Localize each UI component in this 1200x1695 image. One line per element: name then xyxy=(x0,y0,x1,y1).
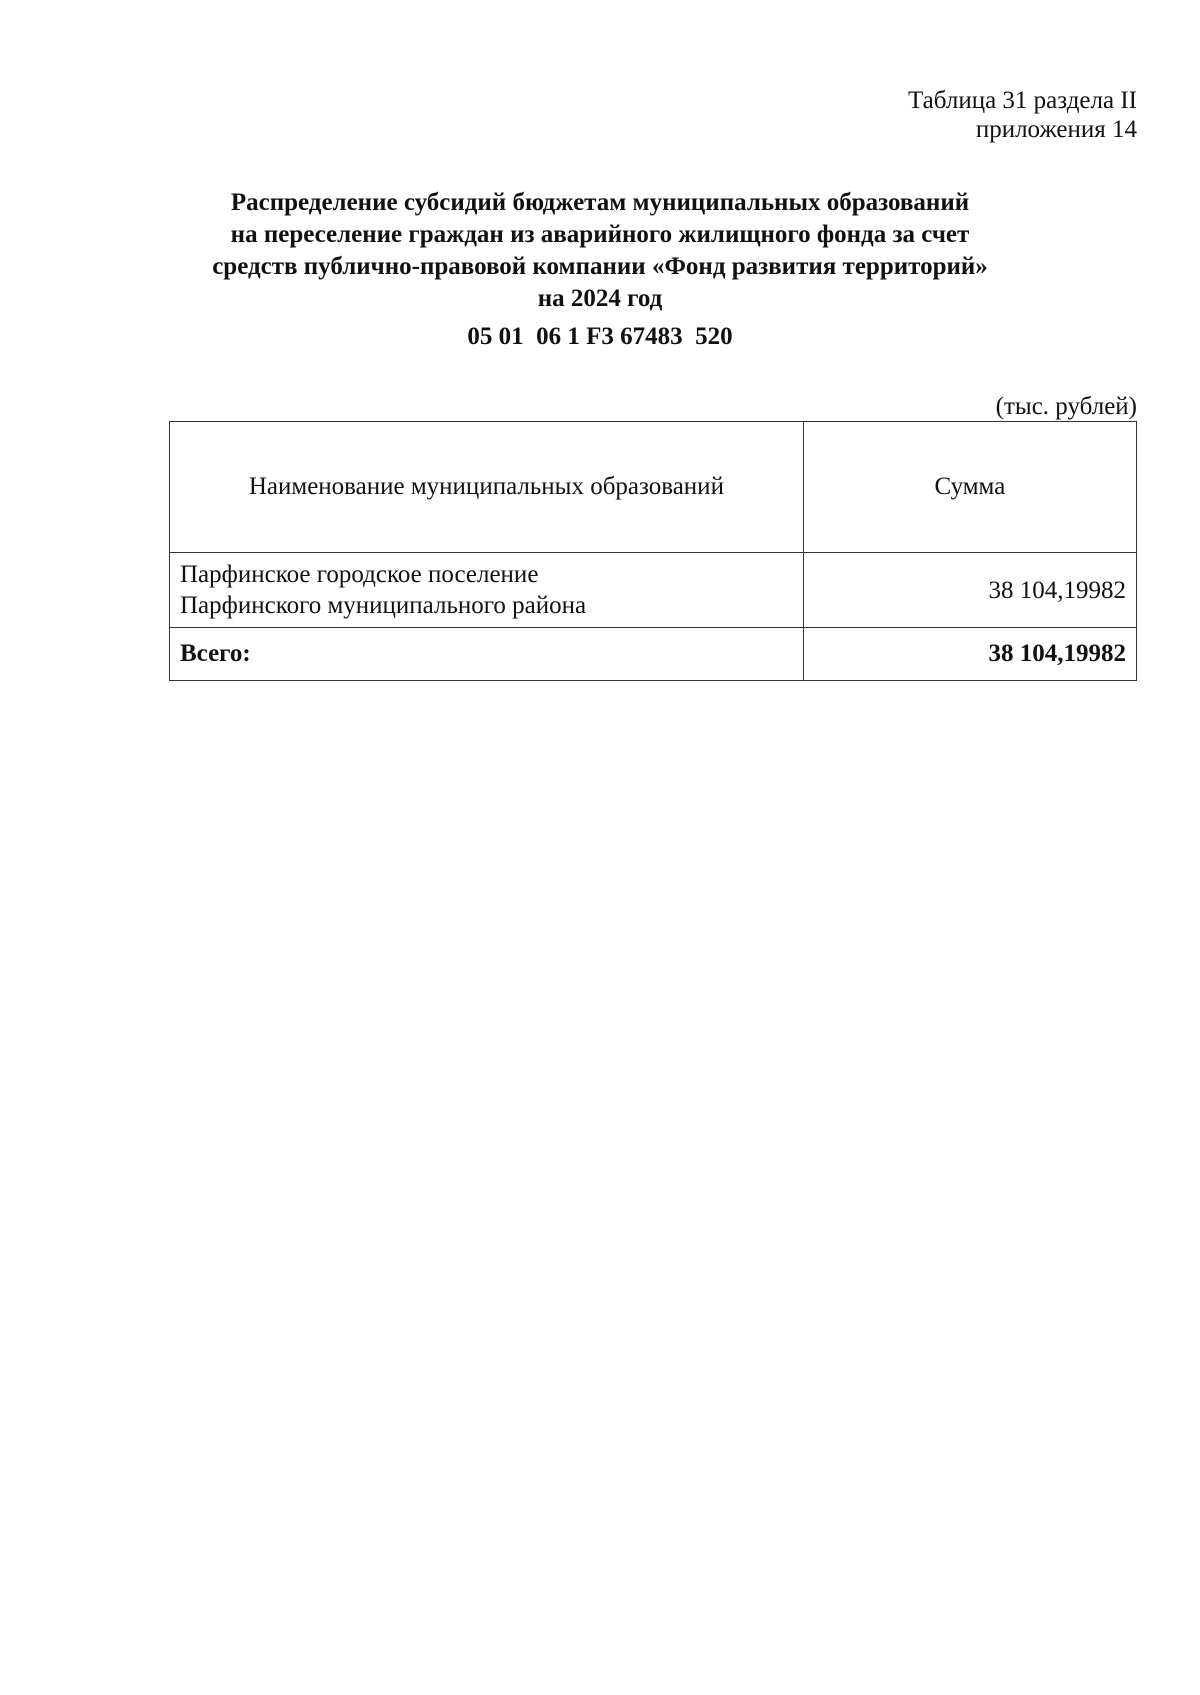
table-reference xyxy=(908,86,1137,144)
table-header-row xyxy=(170,422,1137,553)
document-title xyxy=(150,187,1050,315)
table-total-row xyxy=(170,628,1137,681)
municipality-name-cell xyxy=(170,553,804,628)
title-line-2: на переселение граждан из аварийного жилищного фонда за счет xyxy=(230,221,970,248)
title-line-1: Распределение субсидий бюджетам муниципальных образований xyxy=(230,189,970,216)
column-header-name: Наименование муниципальных образований xyxy=(170,422,804,553)
total-label-cell: Всего: xyxy=(170,628,804,681)
municipality-name-line-1: Парфинское городское поселение xyxy=(180,561,539,588)
budget-classification-code: 05 01 06 1 F3 67483 520 xyxy=(467,323,733,350)
units-label: (тыс. рублей) xyxy=(995,393,1137,420)
distribution-table xyxy=(169,421,1137,681)
total-sum-cell: 38 104,19982 xyxy=(803,628,1136,681)
title-line-4: на 2024 год xyxy=(537,285,663,312)
title-line-3: средств публично-правовой компании «Фонд развития территорий» xyxy=(212,253,988,280)
municipality-sum-cell: 38 104,19982 xyxy=(803,553,1136,628)
column-header-sum: Сумма xyxy=(803,422,1136,553)
municipality-name-line-2: Парфинского муниципального района xyxy=(180,592,587,619)
table-row xyxy=(170,553,1137,628)
table-reference-line-1: Таблица 31 раздела II xyxy=(908,87,1137,114)
table-reference-line-2: приложения 14 xyxy=(975,116,1137,143)
